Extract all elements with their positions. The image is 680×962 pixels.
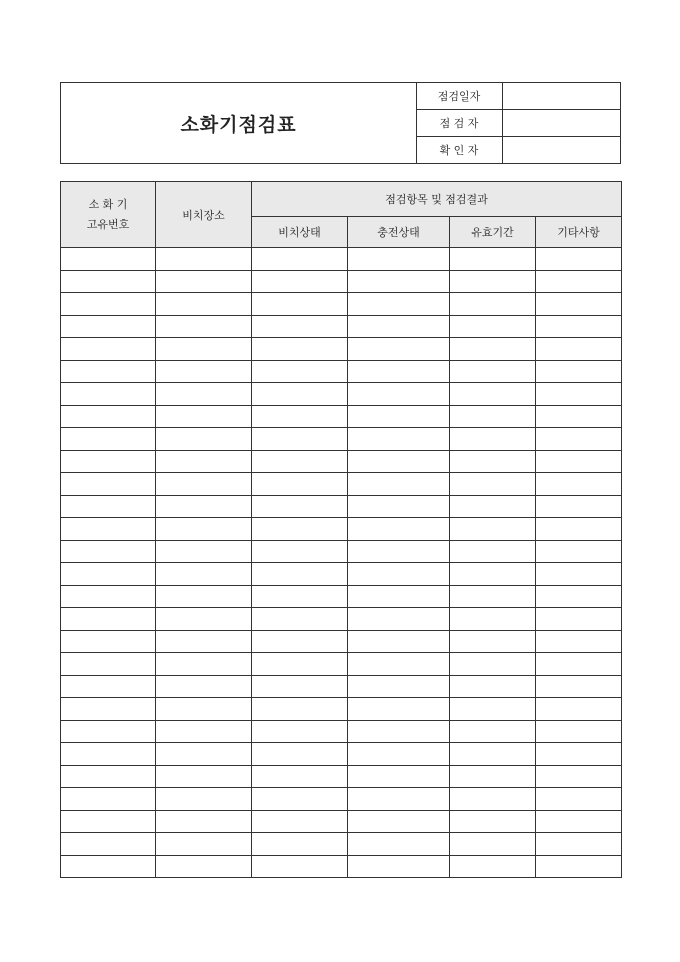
placement-cell[interactable] <box>252 428 348 451</box>
notes-cell[interactable] <box>536 293 622 316</box>
location-cell[interactable] <box>156 788 252 811</box>
notes-cell[interactable] <box>536 855 622 878</box>
location-cell[interactable] <box>156 653 252 676</box>
location-cell[interactable] <box>156 450 252 473</box>
table-row <box>61 518 622 541</box>
table-row <box>61 428 622 451</box>
expiry-cell[interactable] <box>450 293 536 316</box>
header-row-1 <box>61 182 622 217</box>
confirmer-field[interactable] <box>503 137 621 164</box>
charge-cell[interactable] <box>348 630 450 653</box>
notes-cell[interactable] <box>536 563 622 586</box>
inspection-table <box>60 181 622 878</box>
placement-cell[interactable] <box>252 698 348 721</box>
charge-cell[interactable] <box>348 698 450 721</box>
table-body <box>61 248 622 878</box>
charge-cell[interactable] <box>348 540 450 563</box>
placement-cell[interactable] <box>252 383 348 406</box>
id-cell[interactable] <box>61 293 156 316</box>
placement-cell[interactable] <box>252 833 348 856</box>
table-row <box>61 720 622 743</box>
charge-cell[interactable] <box>348 338 450 361</box>
notes-cell[interactable] <box>536 495 622 518</box>
title-cell <box>61 83 417 163</box>
expiry-cell[interactable] <box>450 563 536 586</box>
table-row <box>61 675 622 698</box>
meta-row-inspector <box>416 110 620 137</box>
placement-cell[interactable] <box>252 540 348 563</box>
id-cell[interactable] <box>61 405 156 428</box>
expiry-cell[interactable] <box>450 405 536 428</box>
form-header <box>60 82 621 164</box>
charge-cell[interactable] <box>348 653 450 676</box>
notes-cell[interactable] <box>536 383 622 406</box>
notes-cell[interactable] <box>536 338 622 361</box>
notes-cell[interactable] <box>536 765 622 788</box>
table-row <box>61 383 622 406</box>
expiry-cell[interactable] <box>450 338 536 361</box>
notes-cell[interactable] <box>536 315 622 338</box>
id-cell[interactable] <box>61 450 156 473</box>
placement-cell[interactable] <box>252 338 348 361</box>
id-cell[interactable] <box>61 360 156 383</box>
location-cell[interactable] <box>156 810 252 833</box>
table-row <box>61 698 622 721</box>
placement-cell[interactable] <box>252 473 348 496</box>
notes-cell[interactable] <box>536 608 622 631</box>
expiry-cell[interactable] <box>450 383 536 406</box>
location-cell[interactable] <box>156 338 252 361</box>
placement-cell[interactable] <box>252 248 348 271</box>
notes-cell[interactable] <box>536 405 622 428</box>
placement-cell[interactable] <box>252 675 348 698</box>
table-row <box>61 540 622 563</box>
location-cell[interactable] <box>156 428 252 451</box>
id-cell[interactable] <box>61 743 156 766</box>
id-cell[interactable] <box>61 428 156 451</box>
table-row <box>61 765 622 788</box>
id-cell[interactable] <box>61 788 156 811</box>
notes-cell[interactable] <box>536 518 622 541</box>
placement-cell[interactable] <box>252 563 348 586</box>
notes-cell[interactable] <box>536 788 622 811</box>
inspector-field[interactable] <box>503 110 621 137</box>
extinguisher-id-header-line1: 소 화 기 <box>88 197 128 211</box>
location-cell[interactable] <box>156 720 252 743</box>
notes-cell[interactable] <box>536 585 622 608</box>
placement-cell[interactable] <box>252 270 348 293</box>
expiry-cell[interactable] <box>450 585 536 608</box>
expiry-cell[interactable] <box>450 743 536 766</box>
placement-cell[interactable] <box>252 293 348 316</box>
notes-cell[interactable] <box>536 810 622 833</box>
placement-cell[interactable] <box>252 765 348 788</box>
location-cell[interactable] <box>156 608 252 631</box>
id-cell[interactable] <box>61 518 156 541</box>
table-row <box>61 450 622 473</box>
table-row <box>61 585 622 608</box>
expiry-cell[interactable] <box>450 450 536 473</box>
notes-cell[interactable] <box>536 540 622 563</box>
location-cell[interactable] <box>156 473 252 496</box>
meta-row-date <box>416 83 620 110</box>
location-cell[interactable] <box>156 563 252 586</box>
notes-cell[interactable] <box>536 833 622 856</box>
notes-cell[interactable] <box>536 450 622 473</box>
charge-status-header: 충전상태 <box>348 217 450 248</box>
id-cell[interactable] <box>61 608 156 631</box>
id-cell[interactable] <box>61 630 156 653</box>
notes-cell[interactable] <box>536 248 622 271</box>
notes-cell[interactable] <box>536 653 622 676</box>
placement-cell[interactable] <box>252 450 348 473</box>
id-cell[interactable] <box>61 248 156 271</box>
charge-cell[interactable] <box>348 270 450 293</box>
table-row <box>61 473 622 496</box>
placement-cell[interactable] <box>252 653 348 676</box>
charge-cell[interactable] <box>348 293 450 316</box>
location-header: 비치장소 <box>156 182 252 248</box>
id-cell[interactable] <box>61 270 156 293</box>
inspection-date-field[interactable] <box>503 83 621 110</box>
notes-header: 기타사항 <box>536 217 622 248</box>
table-row <box>61 608 622 631</box>
expiry-cell[interactable] <box>450 630 536 653</box>
location-cell[interactable] <box>156 765 252 788</box>
table-row <box>61 293 622 316</box>
location-cell[interactable] <box>156 630 252 653</box>
expiry-cell[interactable] <box>450 810 536 833</box>
meta-row-confirmer <box>416 137 620 164</box>
notes-cell[interactable] <box>536 270 622 293</box>
id-cell[interactable] <box>61 833 156 856</box>
expiry-cell[interactable] <box>450 788 536 811</box>
notes-cell[interactable] <box>536 473 622 496</box>
charge-cell[interactable] <box>348 855 450 878</box>
meta-table <box>416 83 620 163</box>
expiry-cell[interactable] <box>450 495 536 518</box>
confirmer-label: 확 인 자 <box>416 137 503 164</box>
inspection-date-label: 점검일자 <box>416 83 503 110</box>
expiry-cell[interactable] <box>450 518 536 541</box>
location-cell[interactable] <box>156 833 252 856</box>
location-cell[interactable] <box>156 293 252 316</box>
location-cell[interactable] <box>156 315 252 338</box>
table-row <box>61 653 622 676</box>
table-row <box>61 495 622 518</box>
placement-cell[interactable] <box>252 810 348 833</box>
charge-cell[interactable] <box>348 788 450 811</box>
notes-cell[interactable] <box>536 360 622 383</box>
id-cell[interactable] <box>61 315 156 338</box>
charge-cell[interactable] <box>348 360 450 383</box>
location-cell[interactable] <box>156 540 252 563</box>
id-cell[interactable] <box>61 675 156 698</box>
id-cell[interactable] <box>61 810 156 833</box>
charge-cell[interactable] <box>348 675 450 698</box>
location-cell[interactable] <box>156 248 252 271</box>
expiry-cell[interactable] <box>450 540 536 563</box>
placement-cell[interactable] <box>252 788 348 811</box>
placement-cell[interactable] <box>252 855 348 878</box>
charge-cell[interactable] <box>348 405 450 428</box>
charge-cell[interactable] <box>348 833 450 856</box>
location-cell[interactable] <box>156 518 252 541</box>
id-cell[interactable] <box>61 338 156 361</box>
id-cell[interactable] <box>61 585 156 608</box>
charge-cell[interactable] <box>348 248 450 271</box>
charge-cell[interactable] <box>348 473 450 496</box>
id-cell[interactable] <box>61 563 156 586</box>
expiry-cell[interactable] <box>450 315 536 338</box>
id-cell[interactable] <box>61 765 156 788</box>
expiry-cell[interactable] <box>450 608 536 631</box>
extinguisher-id-header <box>61 182 156 248</box>
table-row <box>61 248 622 271</box>
placement-cell[interactable] <box>252 743 348 766</box>
expiry-cell[interactable] <box>450 473 536 496</box>
charge-cell[interactable] <box>348 810 450 833</box>
placement-cell[interactable] <box>252 585 348 608</box>
expiry-cell[interactable] <box>450 248 536 271</box>
table-row <box>61 630 622 653</box>
charge-cell[interactable] <box>348 743 450 766</box>
notes-cell[interactable] <box>536 743 622 766</box>
id-cell[interactable] <box>61 855 156 878</box>
inspector-label: 점 검 자 <box>416 110 503 137</box>
location-cell[interactable] <box>156 405 252 428</box>
extinguisher-id-header-line2: 고유번호 <box>86 217 130 231</box>
placement-status-header: 비치상태 <box>252 217 348 248</box>
table-row <box>61 270 622 293</box>
charge-cell[interactable] <box>348 585 450 608</box>
placement-cell[interactable] <box>252 405 348 428</box>
expiry-cell[interactable] <box>450 653 536 676</box>
placement-cell[interactable] <box>252 720 348 743</box>
table-row <box>61 360 622 383</box>
table-row <box>61 810 622 833</box>
charge-cell[interactable] <box>348 450 450 473</box>
location-cell[interactable] <box>156 270 252 293</box>
id-cell[interactable] <box>61 698 156 721</box>
placement-cell[interactable] <box>252 518 348 541</box>
notes-cell[interactable] <box>536 630 622 653</box>
table-row <box>61 338 622 361</box>
page-title: 소화기점검표 <box>180 113 297 136</box>
notes-cell[interactable] <box>536 720 622 743</box>
inspection-group-header: 점검항목 및 점검결과 <box>252 182 622 217</box>
notes-cell[interactable] <box>536 675 622 698</box>
id-cell[interactable] <box>61 540 156 563</box>
charge-cell[interactable] <box>348 563 450 586</box>
expiry-cell[interactable] <box>450 833 536 856</box>
placement-cell[interactable] <box>252 315 348 338</box>
location-cell[interactable] <box>156 585 252 608</box>
placement-cell[interactable] <box>252 360 348 383</box>
table-row <box>61 563 622 586</box>
charge-cell[interactable] <box>348 428 450 451</box>
charge-cell[interactable] <box>348 720 450 743</box>
expiry-cell[interactable] <box>450 855 536 878</box>
id-cell[interactable] <box>61 720 156 743</box>
location-cell[interactable] <box>156 383 252 406</box>
notes-cell[interactable] <box>536 428 622 451</box>
placement-cell[interactable] <box>252 630 348 653</box>
expiry-header: 유효기간 <box>450 217 536 248</box>
expiry-cell[interactable] <box>450 270 536 293</box>
id-cell[interactable] <box>61 473 156 496</box>
location-cell[interactable] <box>156 698 252 721</box>
expiry-cell[interactable] <box>450 428 536 451</box>
location-cell[interactable] <box>156 855 252 878</box>
location-cell[interactable] <box>156 360 252 383</box>
table-row <box>61 788 622 811</box>
placement-cell[interactable] <box>252 608 348 631</box>
table-row <box>61 833 622 856</box>
charge-cell[interactable] <box>348 608 450 631</box>
charge-cell[interactable] <box>348 495 450 518</box>
table-row <box>61 855 622 878</box>
location-cell[interactable] <box>156 495 252 518</box>
table-row <box>61 315 622 338</box>
id-cell[interactable] <box>61 653 156 676</box>
placement-cell[interactable] <box>252 495 348 518</box>
charge-cell[interactable] <box>348 383 450 406</box>
id-cell[interactable] <box>61 495 156 518</box>
charge-cell[interactable] <box>348 518 450 541</box>
charge-cell[interactable] <box>348 315 450 338</box>
charge-cell[interactable] <box>348 765 450 788</box>
expiry-cell[interactable] <box>450 360 536 383</box>
expiry-cell[interactable] <box>450 720 536 743</box>
id-cell[interactable] <box>61 383 156 406</box>
location-cell[interactable] <box>156 743 252 766</box>
expiry-cell[interactable] <box>450 698 536 721</box>
expiry-cell[interactable] <box>450 675 536 698</box>
notes-cell[interactable] <box>536 698 622 721</box>
table-row <box>61 743 622 766</box>
expiry-cell[interactable] <box>450 765 536 788</box>
location-cell[interactable] <box>156 675 252 698</box>
table-row <box>61 405 622 428</box>
